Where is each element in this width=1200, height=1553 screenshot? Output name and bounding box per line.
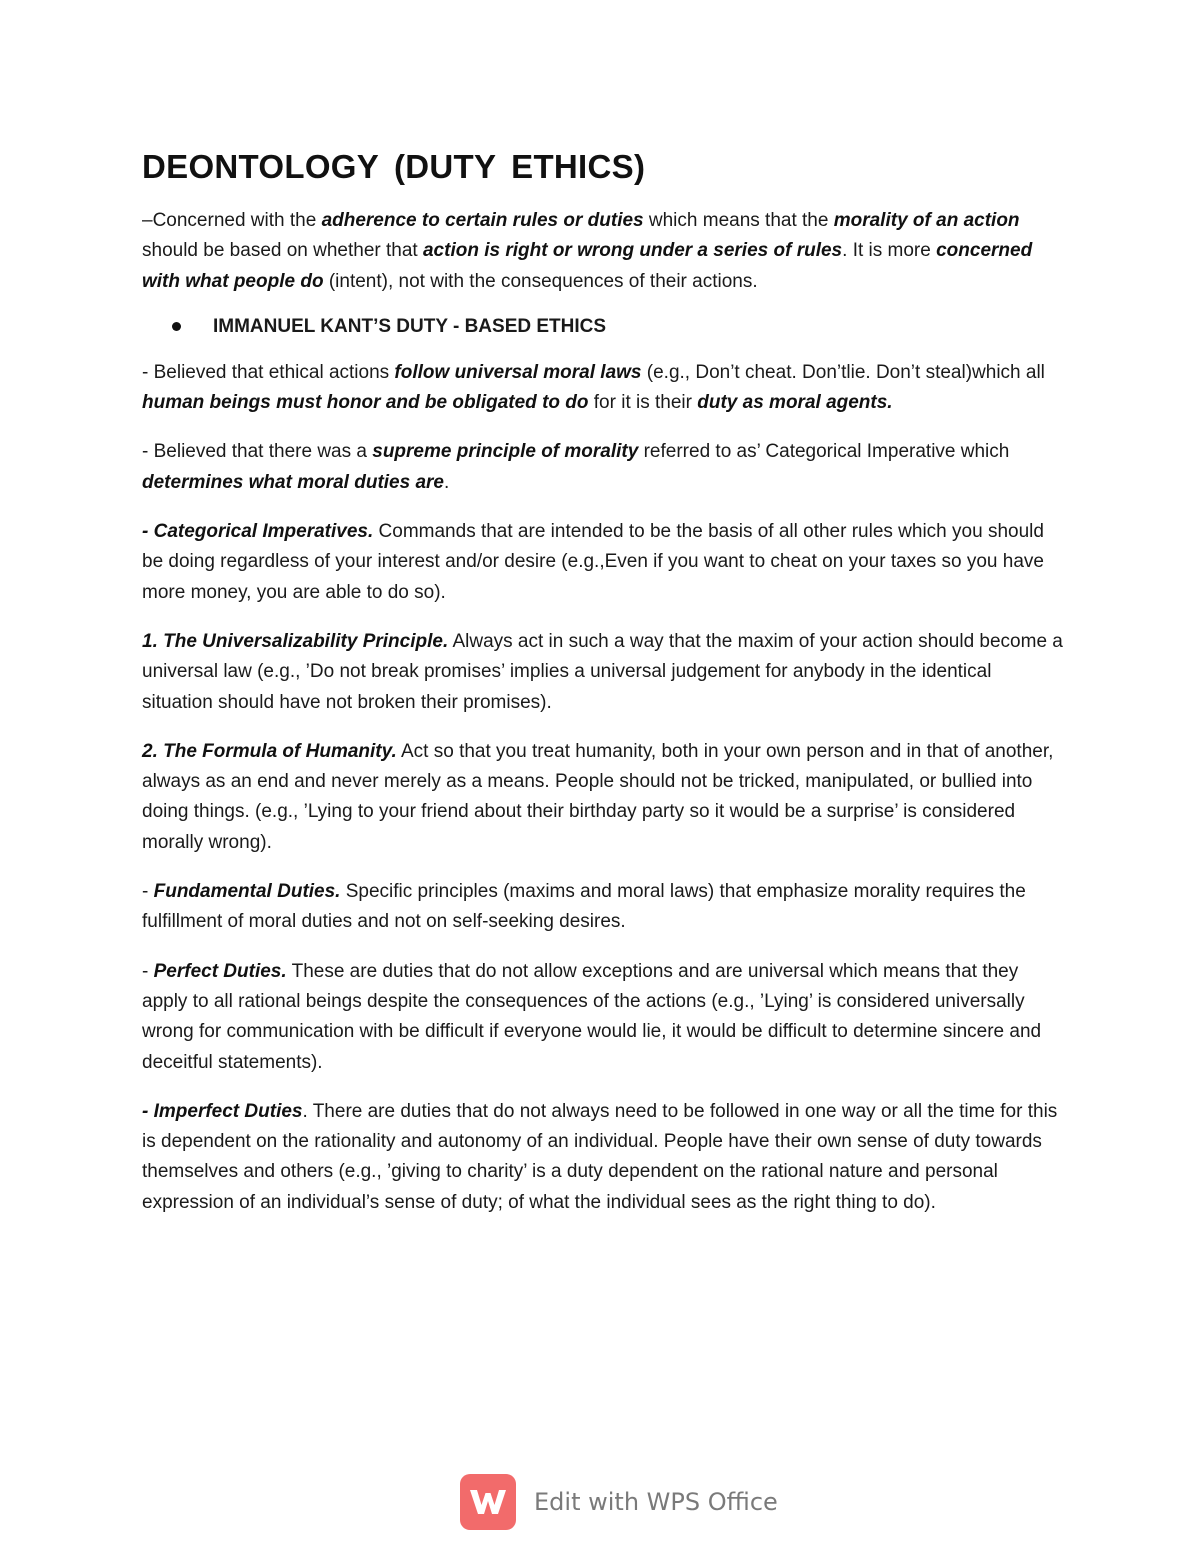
document-title: DEONTOLOGY (DUTY ETHICS) — [142, 148, 646, 185]
wps-office-logo-icon — [460, 1474, 516, 1530]
paragraph-formula-of-humanity — [142, 737, 1067, 858]
bullet-item-kant — [172, 316, 1067, 338]
edit-with-wps-banner[interactable] — [460, 1473, 778, 1531]
p2-emphasis-2: determines what moral duties are — [142, 471, 444, 493]
p7-emphasis-1: Perfect Duties. — [153, 960, 287, 982]
p1-emphasis-2: human beings must honor and be obligated to do — [142, 392, 589, 414]
p5-emphasis-1: 2. The Formula of Humanity. — [142, 740, 397, 762]
intro-text-2: which means that the — [643, 210, 834, 231]
intro-emphasis-2: morality of an action — [833, 210, 1020, 231]
intro-emphasis-3: action is right or wrong under a series of rules — [422, 240, 843, 262]
wps-w-glyph-icon — [468, 1486, 508, 1518]
p2-text-2: referred to as’ Categorical Imperative which — [638, 441, 1010, 463]
p1-text-3: for it is their — [588, 392, 698, 414]
intro-emphasis-4: concerned with what people do — [142, 240, 1033, 292]
paragraph-universal-laws — [142, 358, 1067, 419]
bullet-heading: IMMANUEL KANT’S DUTY - BASED ETHICS — [213, 315, 607, 337]
paragraph-fundamental-duties — [142, 877, 1067, 938]
p7-text-1: These are duties that do not allow exceptions and are universal which means that they apply to all rational beings despite the consequences of the actions (e.g., ’Lying’ is considered universally wrong for communication with be difficult if everyone would lie, it would be difficult to determine sincere and deceitful statements). — [142, 960, 1042, 1073]
p6-text-0: - — [142, 881, 154, 903]
p3-text-1: Commands that are intended to be the basis of all other rules which you should be doing regardless of your interest and/or desire (e.g.,Even if you want to cheat on your taxes so you have more money, you are able to do so). — [142, 521, 1044, 603]
document-page — [142, 140, 1067, 1237]
p8-text-1: . There are duties that do not always need to be followed in one way or all the time for this is dependent on the rationality and autonomy of an individual. People have their own sense of duty towards themselves and others (e.g., ’giving to charity’ is a duty dependent on the rational nature and personal expression of an individual’s sense of duty; of what the individual sees as the right thing to do). — [142, 1100, 1058, 1213]
p2-text-1: - Believed that there was a — [142, 441, 373, 463]
paragraph-universalizability — [142, 627, 1067, 718]
intro-text-3: should be based on whether that — [142, 240, 423, 262]
p5-text-1: Act so that you treat humanity, both in your own person and in that of another, always as an end and never merely as a means. People should not be tricked, manipulated, or bullied into doing things. (e.g., ’Lying to your friend about their birthday party so it would be a surprise’ is considered morally wrong). — [142, 740, 1054, 853]
p1-emphasis-3: duty as moral agents. — [697, 392, 893, 414]
p1-text-1: - Believed that ethical actions — [142, 361, 395, 383]
p7-text-0: - — [142, 960, 154, 982]
paragraph-imperfect-duties — [142, 1097, 1067, 1218]
p4-text-1: Always act in such a way that the maxim of your action should become a universal law (e.g., ’Do not break promises’ implies a universal judgement for anybody in the identical situation should have not broken their promises). — [142, 630, 1063, 713]
p6-emphasis-1: Fundamental Duties. — [153, 881, 341, 903]
intro-text-4: . It is more — [842, 240, 937, 262]
intro-text-1: –Concerned with the — [142, 210, 322, 231]
p1-text-2: (e.g., Don’t cheat. Don’tlie. Don’t steal)which all — [641, 361, 1045, 383]
paragraph-supreme-principle — [142, 437, 1067, 498]
p2-emphasis-1: supreme principle of morality — [372, 441, 639, 463]
p4-emphasis-1: 1. The Universalizability Principle. — [142, 630, 449, 652]
p1-emphasis-1: follow universal moral laws — [394, 361, 642, 383]
bullet-dot-icon — [172, 322, 181, 331]
p2-text-3: . — [444, 471, 450, 493]
paragraph-perfect-duties — [142, 957, 1067, 1078]
p6-text-1: Specific principles (maxims and moral laws) that emphasize morality requires the fulfillment of moral duties and not on self-seeking desires. — [142, 881, 1026, 933]
p3-emphasis-1: - Categorical Imperatives. — [142, 521, 374, 543]
paragraph-categorical-imperatives — [142, 517, 1067, 608]
intro-text-5: (intent), not with the consequences of their actions. — [323, 270, 758, 292]
intro-paragraph — [142, 206, 1067, 297]
edit-with-wps-label[interactable]: Edit with WPS Office — [534, 1488, 778, 1516]
p8-emphasis-1: - Imperfect Duties — [142, 1100, 303, 1122]
intro-emphasis-1: adherence to certain rules or duties — [321, 210, 644, 231]
